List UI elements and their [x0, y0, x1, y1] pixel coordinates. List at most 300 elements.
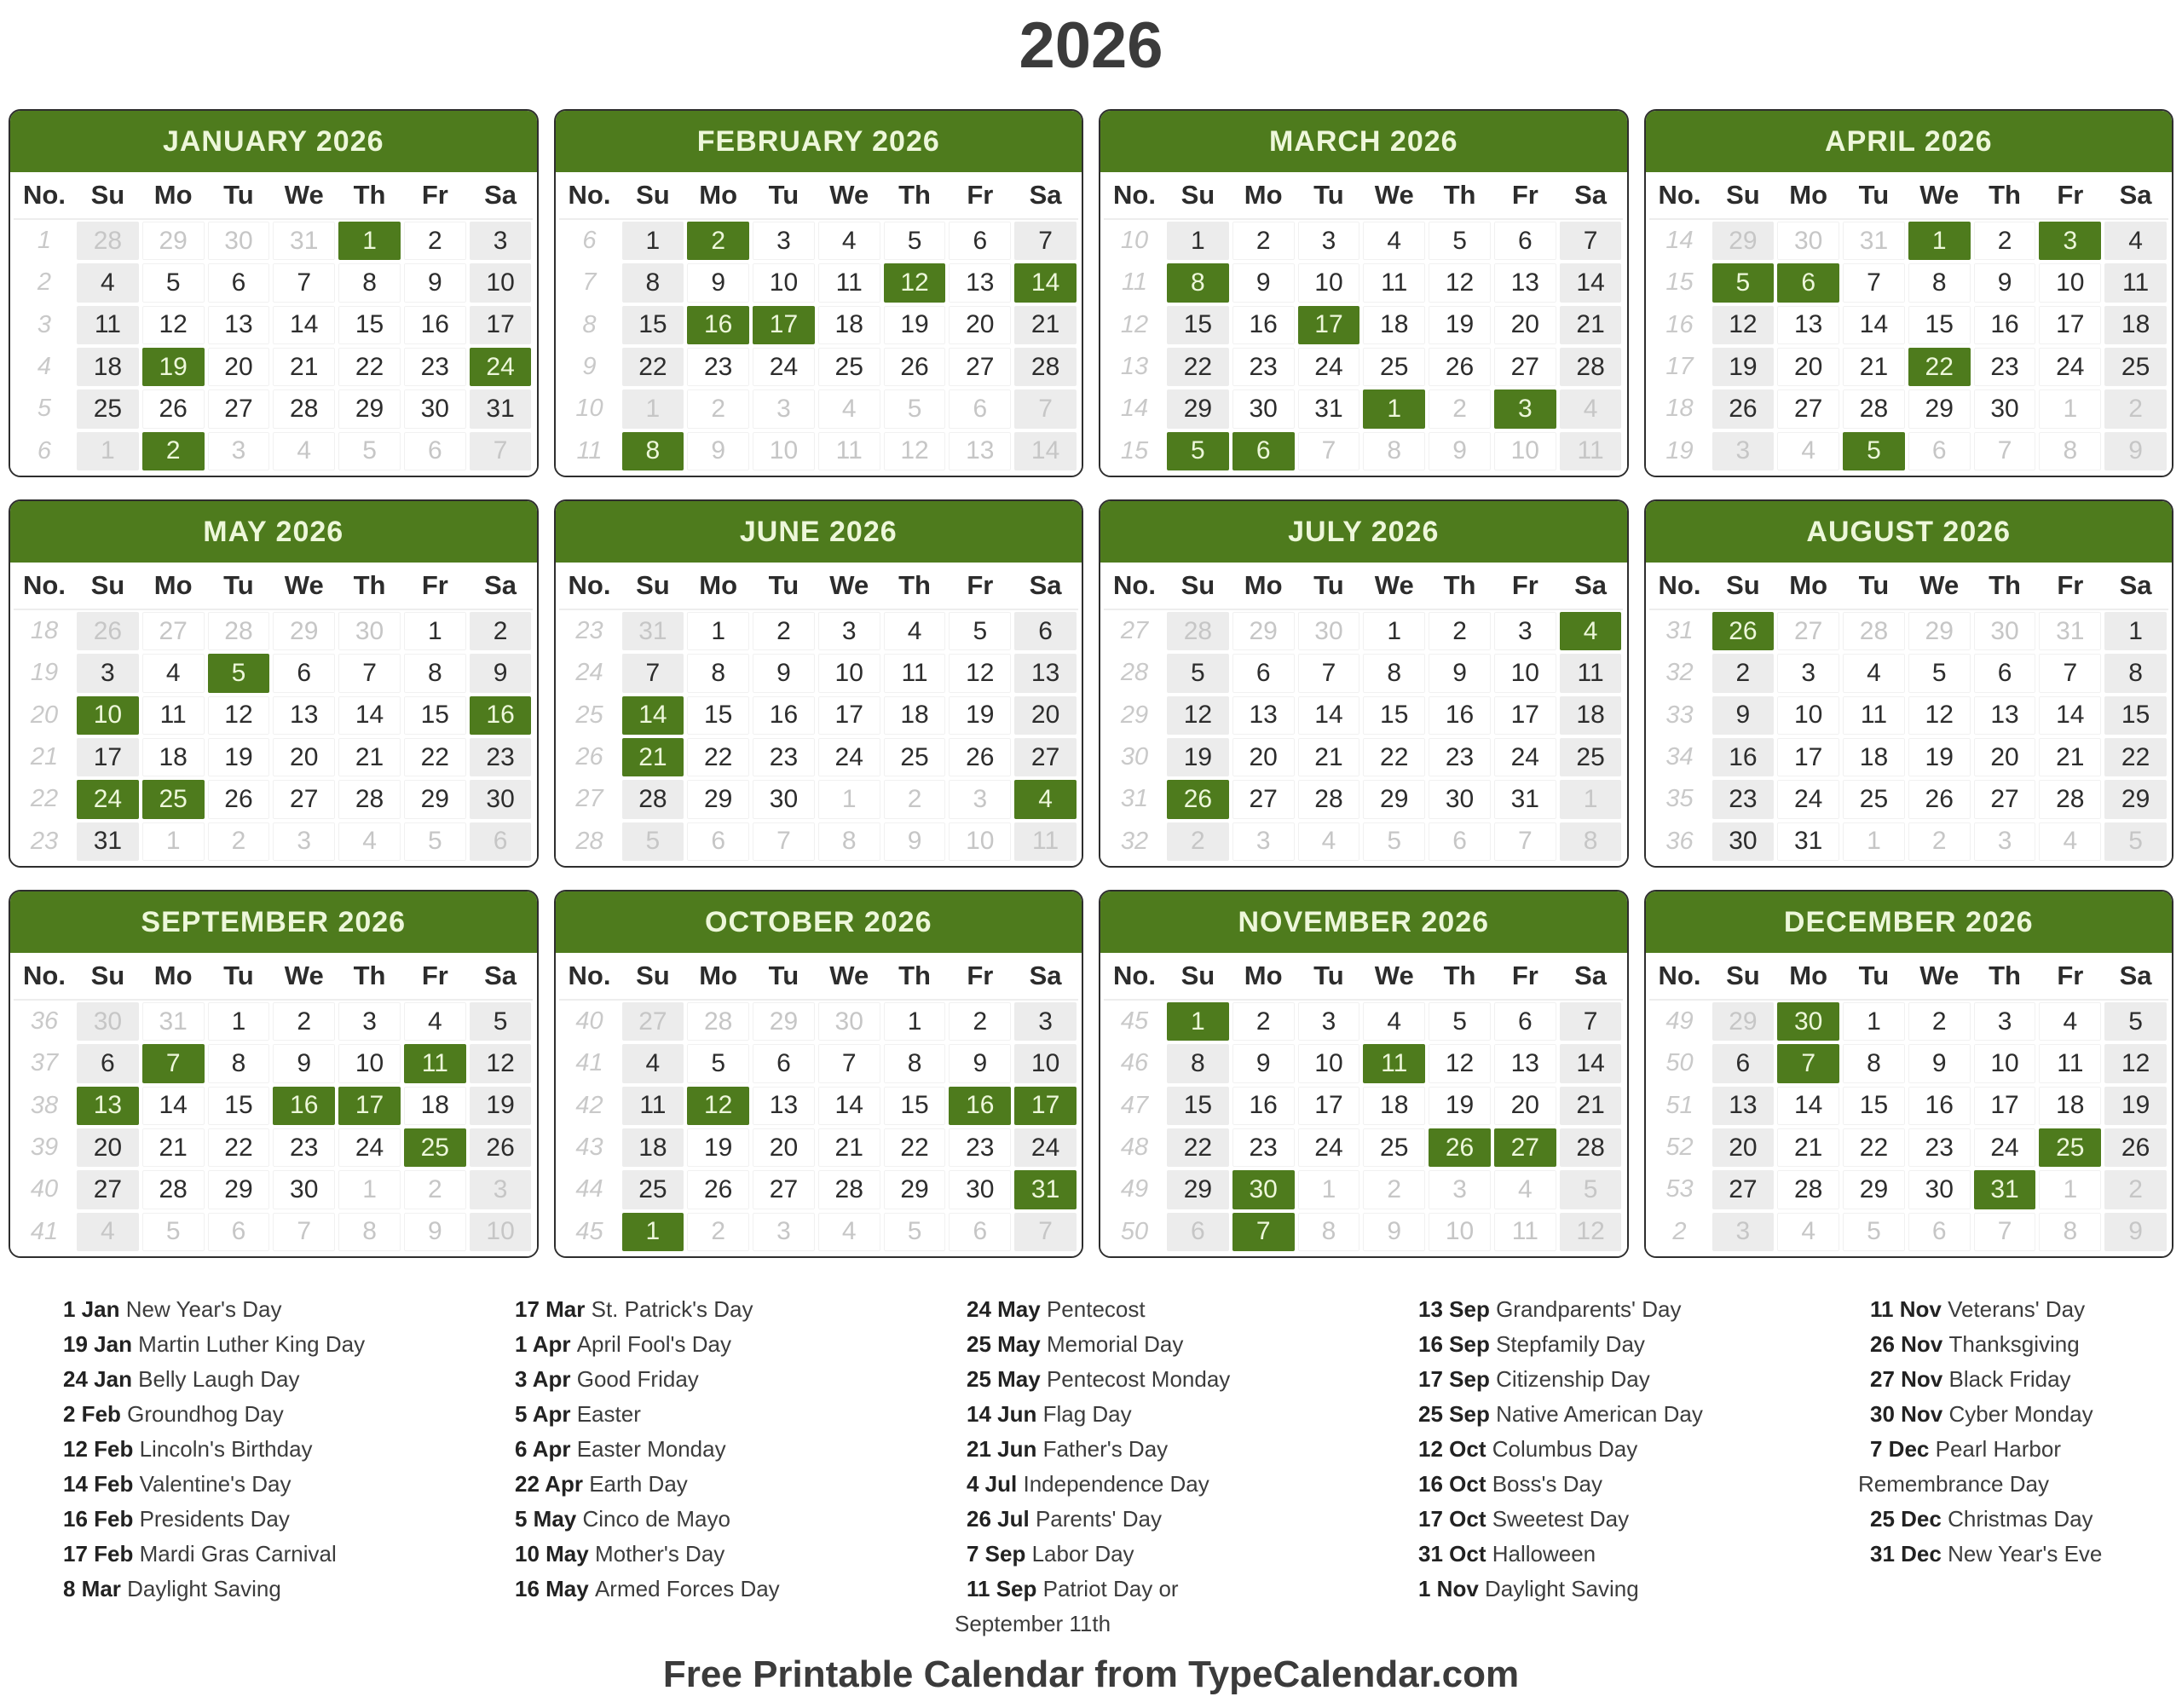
day-cell: 1 — [621, 220, 686, 262]
day-cell: 12 — [1165, 695, 1231, 736]
day-cell: 11 — [1558, 652, 1624, 694]
day-cell: 10 — [1013, 1042, 1078, 1084]
day-of-week-header: Th — [882, 563, 948, 610]
day-cell: 3 — [1972, 821, 2038, 863]
day-cell: 21 — [337, 736, 402, 778]
day-cell: 28 — [1165, 610, 1231, 652]
day-cell: 27 — [1231, 778, 1296, 820]
day-cell: 30 — [1711, 821, 1776, 863]
months-grid — [0, 109, 2182, 1258]
holiday-column — [503, 1292, 955, 1642]
day-cell: 29 — [751, 1001, 817, 1042]
day-cell: 17 — [1492, 695, 1558, 736]
day-of-week-header: Mo — [685, 563, 751, 610]
day-of-week-header: Mo — [141, 953, 206, 1001]
day-of-week-header: We — [1361, 953, 1427, 1001]
day-cell: 11 — [621, 1085, 686, 1127]
day-cell: 23 — [271, 1127, 337, 1168]
day-cell: 19 — [468, 1085, 534, 1127]
holiday-date: 3 Apr — [515, 1366, 577, 1392]
day-cell: 18 — [1361, 304, 1427, 346]
day-cell: 28 — [271, 388, 337, 430]
holiday-date: 12 Oct — [1418, 1436, 1492, 1462]
day-cell: 8 — [2103, 652, 2168, 694]
day-cell: 5 — [141, 1211, 206, 1253]
day-cell: 23 — [1427, 736, 1492, 778]
week-number: 6 — [559, 220, 621, 262]
day-cell-holiday: 16 — [271, 1085, 337, 1127]
day-cell: 30 — [271, 1168, 337, 1210]
day-cell: 2 — [1361, 1168, 1427, 1210]
day-cell: 7 — [1841, 262, 1907, 303]
day-cell: 20 — [751, 1127, 817, 1168]
week-number: 39 — [14, 1127, 75, 1168]
day-of-week-header: Mo — [685, 953, 751, 1001]
holiday-date: 19 Jan — [63, 1331, 139, 1357]
day-cell: 26 — [947, 736, 1013, 778]
day-cell: 15 — [402, 695, 468, 736]
day-cell-holiday: 31 — [1972, 1168, 2038, 1210]
day-of-week-header: Fr — [402, 172, 468, 220]
day-of-week-header: Sa — [1558, 172, 1624, 220]
day-of-week-header: Mo — [1775, 172, 1841, 220]
day-cell-holiday: 26 — [1711, 610, 1776, 652]
week-number: 47 — [1104, 1085, 1165, 1127]
day-of-week-header: Th — [337, 563, 402, 610]
day-cell: 29 — [1907, 610, 1972, 652]
day-cell: 10 — [751, 430, 817, 472]
holiday-item: 31 Oct Halloween — [1418, 1541, 1596, 1567]
month-grid — [1100, 172, 1627, 476]
day-cell: 10 — [1296, 262, 1362, 303]
day-cell: 3 — [271, 821, 337, 863]
week-number: 34 — [1649, 736, 1711, 778]
day-cell: 23 — [1972, 346, 2038, 388]
holiday-date: 30 Nov — [1870, 1401, 1949, 1427]
day-cell: 7 — [621, 652, 686, 694]
day-cell: 22 — [402, 736, 468, 778]
day-cell: 3 — [751, 388, 817, 430]
holiday-item: 19 Jan Martin Luther King Day — [63, 1331, 366, 1357]
day-cell: 25 — [1361, 1127, 1427, 1168]
week-number: 29 — [1104, 695, 1165, 736]
day-cell: 30 — [1231, 388, 1296, 430]
day-cell: 28 — [1296, 778, 1362, 820]
day-cell: 10 — [1775, 695, 1841, 736]
month-grid — [556, 953, 1082, 1256]
day-cell: 6 — [1972, 652, 2038, 694]
day-cell: 31 — [1296, 388, 1362, 430]
holiday-item: 24 May Pentecost — [967, 1296, 1146, 1322]
day-cell-holiday: 17 — [1013, 1085, 1078, 1127]
day-cell-holiday: 6 — [1231, 430, 1296, 472]
day-cell: 7 — [1972, 430, 2038, 472]
day-cell: 11 — [2103, 262, 2168, 303]
day-of-week-header: Tu — [751, 953, 817, 1001]
holiday-item: 1 Nov Daylight Saving — [1418, 1576, 1639, 1601]
day-cell: 16 — [1231, 304, 1296, 346]
day-cell-holiday: 17 — [337, 1085, 402, 1127]
footer-credit: Free Printable Calendar from TypeCalendar.com — [662, 1653, 1520, 1695]
holiday-item: 8 Mar Daylight Saving — [63, 1576, 281, 1601]
day-of-week-header: Fr — [947, 172, 1013, 220]
day-cell: 22 — [206, 1127, 272, 1168]
day-cell: 5 — [882, 388, 948, 430]
day-cell: 4 — [817, 388, 882, 430]
week-number: 40 — [559, 1001, 621, 1042]
month-title: JULY 2026 — [1100, 501, 1627, 563]
day-of-week-header: Mo — [141, 563, 206, 610]
day-cell: 21 — [1296, 736, 1362, 778]
day-cell: 1 — [621, 388, 686, 430]
holiday-date: 16 Sep — [1418, 1331, 1497, 1357]
day-cell: 9 — [1427, 652, 1492, 694]
day-cell: 4 — [2037, 1001, 2103, 1042]
month-title: JUNE 2026 — [556, 501, 1082, 563]
day-of-week-header: Th — [882, 172, 948, 220]
day-cell-holiday: 17 — [751, 304, 817, 346]
day-cell: 30 — [206, 220, 272, 262]
day-cell: 29 — [2103, 778, 2168, 820]
month-grid — [556, 563, 1082, 866]
day-cell-holiday: 13 — [75, 1085, 141, 1127]
day-cell: 7 — [1972, 1211, 2038, 1253]
week-number-header: No. — [14, 953, 75, 1001]
month-card-october — [554, 890, 1084, 1258]
day-cell-holiday: 1 — [621, 1211, 686, 1253]
week-number: 37 — [14, 1042, 75, 1084]
holiday-item: 21 Jun Father's Day — [967, 1436, 1169, 1462]
day-cell: 8 — [1361, 430, 1427, 472]
week-number: 32 — [1104, 821, 1165, 863]
day-cell: 31 — [621, 610, 686, 652]
holiday-item: 17 Oct Sweetest Day — [1418, 1506, 1630, 1532]
day-cell: 7 — [337, 652, 402, 694]
day-of-week-header: Th — [882, 953, 948, 1001]
day-cell: 31 — [141, 1001, 206, 1042]
holiday-item: 16 Oct Boss's Day — [1418, 1471, 1602, 1497]
day-of-week-header: Th — [337, 953, 402, 1001]
day-cell: 24 — [1972, 1127, 2038, 1168]
holiday-date: 17 Mar — [515, 1296, 592, 1322]
day-cell: 13 — [1013, 652, 1078, 694]
week-number: 13 — [1104, 346, 1165, 388]
holiday-item: 7 Dec Pearl Harbor Remembrance Day — [1858, 1436, 2062, 1497]
day-cell: 4 — [1361, 1001, 1427, 1042]
week-number: 52 — [1649, 1127, 1711, 1168]
day-cell: 10 — [468, 1211, 534, 1253]
day-cell: 1 — [1296, 1168, 1362, 1210]
day-of-week-header: Mo — [1231, 172, 1296, 220]
day-cell: 4 — [2103, 220, 2168, 262]
day-cell: 7 — [817, 1042, 882, 1084]
day-cell: 26 — [1907, 778, 1972, 820]
day-cell: 20 — [1492, 304, 1558, 346]
day-cell: 6 — [468, 821, 534, 863]
day-cell: 8 — [1907, 262, 1972, 303]
day-cell: 21 — [1013, 304, 1078, 346]
day-cell: 1 — [1361, 610, 1427, 652]
holiday-item: 7 Sep Labor Day — [967, 1541, 1134, 1567]
day-of-week-header: We — [1361, 172, 1427, 220]
week-number-header: No. — [14, 563, 75, 610]
day-cell: 5 — [882, 220, 948, 262]
day-cell: 18 — [1558, 695, 1624, 736]
day-cell: 9 — [882, 821, 948, 863]
day-cell: 27 — [1775, 610, 1841, 652]
week-number: 23 — [559, 610, 621, 652]
day-cell-holiday: 3 — [1492, 388, 1558, 430]
day-cell: 29 — [882, 1168, 948, 1210]
day-cell: 5 — [1361, 821, 1427, 863]
holiday-date: 11 Nov — [1870, 1296, 1948, 1322]
day-cell: 9 — [1907, 1042, 1972, 1084]
week-number: 18 — [1649, 388, 1711, 430]
day-of-week-header: Tu — [1296, 953, 1362, 1001]
day-cell: 6 — [75, 1042, 141, 1084]
day-cell: 26 — [1427, 346, 1492, 388]
holiday-item: 30 Nov Cyber Monday — [1870, 1401, 2093, 1427]
week-number: 7 — [559, 262, 621, 303]
holiday-date: 14 Feb — [63, 1471, 140, 1497]
day-cell-holiday: 19 — [141, 346, 206, 388]
day-of-week-header: Tu — [1841, 953, 1907, 1001]
day-cell: 24 — [1492, 736, 1558, 778]
month-grid — [1100, 953, 1627, 1256]
holiday-date: 2 Feb — [63, 1401, 128, 1427]
day-cell: 9 — [402, 262, 468, 303]
day-of-week-header: Mo — [1775, 563, 1841, 610]
day-cell: 3 — [1711, 1211, 1776, 1253]
day-cell: 13 — [1972, 695, 2038, 736]
day-of-week-header: Su — [75, 953, 141, 1001]
day-cell: 9 — [1711, 695, 1776, 736]
month-card-may — [9, 499, 539, 868]
day-cell: 22 — [882, 1127, 948, 1168]
month-card-august — [1644, 499, 2174, 868]
day-cell: 5 — [337, 430, 402, 472]
day-cell: 4 — [1296, 821, 1362, 863]
day-cell: 4 — [1558, 388, 1624, 430]
day-cell: 9 — [1427, 430, 1492, 472]
day-cell: 6 — [402, 430, 468, 472]
day-cell: 27 — [751, 1168, 817, 1210]
week-number: 3 — [14, 304, 75, 346]
day-cell: 9 — [685, 430, 751, 472]
day-cell: 29 — [206, 1168, 272, 1210]
day-cell: 22 — [337, 346, 402, 388]
day-cell: 6 — [1492, 220, 1558, 262]
day-of-week-header: Sa — [1013, 953, 1078, 1001]
week-number: 23 — [14, 821, 75, 863]
day-cell: 3 — [1775, 652, 1841, 694]
day-cell: 29 — [1711, 1001, 1776, 1042]
day-cell: 2 — [206, 821, 272, 863]
day-cell: 4 — [621, 1042, 686, 1084]
day-cell: 6 — [1013, 610, 1078, 652]
day-cell-holiday: 22 — [1907, 346, 1972, 388]
day-cell: 10 — [1972, 1042, 2038, 1084]
day-cell: 7 — [1296, 430, 1362, 472]
day-of-week-header: Fr — [2037, 953, 2103, 1001]
day-cell: 3 — [468, 220, 534, 262]
day-cell: 14 — [1558, 262, 1624, 303]
day-of-week-header: Tu — [206, 563, 272, 610]
day-cell: 5 — [1841, 1211, 1907, 1253]
holiday-item: 26 Nov Thanksgiving — [1870, 1331, 2080, 1357]
day-cell: 20 — [75, 1127, 141, 1168]
holiday-date: 14 Jun — [967, 1401, 1043, 1427]
day-cell: 9 — [468, 652, 534, 694]
holiday-item: 2 Feb Groundhog Day — [63, 1401, 284, 1427]
month-grid — [1100, 563, 1627, 866]
holiday-item: 10 May Mother's Day — [515, 1541, 725, 1567]
day-cell: 27 — [206, 388, 272, 430]
day-cell: 7 — [271, 1211, 337, 1253]
day-cell: 18 — [882, 695, 948, 736]
day-cell: 29 — [1165, 1168, 1231, 1210]
day-cell: 29 — [402, 778, 468, 820]
day-cell-holiday: 2 — [141, 430, 206, 472]
day-cell: 2 — [402, 1168, 468, 1210]
day-cell: 17 — [75, 736, 141, 778]
day-cell: 3 — [1013, 1001, 1078, 1042]
day-cell: 13 — [947, 430, 1013, 472]
day-cell-holiday: 5 — [1711, 262, 1776, 303]
day-cell: 2 — [1231, 220, 1296, 262]
day-cell: 20 — [1013, 695, 1078, 736]
day-cell: 20 — [271, 736, 337, 778]
week-number: 44 — [559, 1168, 621, 1210]
week-number: 38 — [14, 1085, 75, 1127]
day-cell: 12 — [1711, 304, 1776, 346]
day-cell: 25 — [75, 388, 141, 430]
holiday-date: 5 May — [515, 1506, 583, 1532]
week-number: 50 — [1104, 1211, 1165, 1253]
day-cell: 25 — [1841, 778, 1907, 820]
day-cell: 19 — [2103, 1085, 2168, 1127]
day-cell: 11 — [1361, 262, 1427, 303]
day-of-week-header: Sa — [1013, 172, 1078, 220]
day-cell: 28 — [141, 1168, 206, 1210]
day-of-week-header: Su — [75, 563, 141, 610]
day-cell: 4 — [75, 1211, 141, 1253]
day-cell: 5 — [621, 821, 686, 863]
day-of-week-header: Su — [621, 953, 686, 1001]
day-cell-holiday: 17 — [1296, 304, 1362, 346]
day-of-week-header: We — [1907, 953, 1972, 1001]
day-cell-holiday: 4 — [1558, 610, 1624, 652]
day-cell: 28 — [337, 778, 402, 820]
day-of-week-header: Su — [75, 172, 141, 220]
day-cell: 1 — [337, 1168, 402, 1210]
holiday-item: 5 Apr Easter — [515, 1401, 641, 1427]
month-grid — [556, 172, 1082, 476]
day-cell: 15 — [1165, 1085, 1231, 1127]
holiday-date: 26 Jul — [967, 1506, 1036, 1532]
day-cell-holiday: 30 — [1231, 1168, 1296, 1210]
day-of-week-header: Fr — [2037, 172, 2103, 220]
holiday-date: 1 Jan — [63, 1296, 126, 1322]
day-cell: 13 — [271, 695, 337, 736]
holiday-date: 24 May — [967, 1296, 1047, 1322]
holiday-date: 1 Nov — [1418, 1576, 1486, 1601]
day-of-week-header: Su — [621, 563, 686, 610]
day-cell: 14 — [1558, 1042, 1624, 1084]
holiday-date: 7 Sep — [967, 1541, 1032, 1567]
holiday-date: 4 Jul — [967, 1471, 1024, 1497]
day-cell: 7 — [1492, 821, 1558, 863]
week-number: 41 — [14, 1211, 75, 1253]
holiday-list — [0, 1258, 2182, 1642]
day-cell-holiday: 12 — [685, 1085, 751, 1127]
holiday-date: 21 Jun — [967, 1436, 1043, 1462]
day-cell: 11 — [1013, 821, 1078, 863]
day-cell: 14 — [1841, 304, 1907, 346]
day-cell: 28 — [1558, 1127, 1624, 1168]
holiday-item: 31 Dec New Year's Eve — [1870, 1541, 2103, 1567]
day-cell: 9 — [947, 1042, 1013, 1084]
day-cell: 7 — [271, 262, 337, 303]
day-cell: 7 — [1558, 1001, 1624, 1042]
week-number-header: No. — [1104, 953, 1165, 1001]
holiday-item: 16 Sep Stepfamily Day — [1418, 1331, 1645, 1357]
week-number: 48 — [1104, 1127, 1165, 1168]
day-cell-holiday: 11 — [402, 1042, 468, 1084]
day-cell: 26 — [75, 610, 141, 652]
day-cell-holiday: 5 — [206, 652, 272, 694]
day-of-week-header: Su — [1165, 172, 1231, 220]
holiday-item: 1 Apr April Fool's Day — [515, 1331, 731, 1357]
week-number: 50 — [1649, 1042, 1711, 1084]
week-number-header: No. — [1649, 172, 1711, 220]
day-cell-holiday: 1 — [1907, 220, 1972, 262]
week-number: 12 — [1104, 304, 1165, 346]
day-cell: 30 — [468, 778, 534, 820]
day-cell: 22 — [1165, 1127, 1231, 1168]
day-of-week-header: Tu — [751, 172, 817, 220]
day-cell: 21 — [1558, 1085, 1624, 1127]
day-cell-holiday: 14 — [1013, 262, 1078, 303]
day-cell: 31 — [2037, 610, 2103, 652]
day-cell: 1 — [402, 610, 468, 652]
week-number: 31 — [1649, 610, 1711, 652]
day-of-week-header: Sa — [1013, 563, 1078, 610]
day-cell: 21 — [141, 1127, 206, 1168]
day-cell: 13 — [1775, 304, 1841, 346]
holiday-date: 17 Sep — [1418, 1366, 1497, 1392]
week-number: 15 — [1649, 262, 1711, 303]
day-cell: 21 — [817, 1127, 882, 1168]
day-cell: 2 — [2103, 388, 2168, 430]
day-cell: 4 — [75, 262, 141, 303]
day-cell: 10 — [1427, 1211, 1492, 1253]
day-cell: 13 — [751, 1085, 817, 1127]
day-cell: 1 — [685, 610, 751, 652]
holiday-date: 17 Feb — [63, 1541, 140, 1567]
day-cell-holiday: 16 — [947, 1085, 1013, 1127]
holiday-date: 26 Nov — [1870, 1331, 1949, 1357]
day-cell: 9 — [751, 652, 817, 694]
day-cell: 27 — [1775, 388, 1841, 430]
day-cell: 24 — [1296, 1127, 1362, 1168]
day-cell-holiday: 25 — [2037, 1127, 2103, 1168]
week-number: 42 — [559, 1085, 621, 1127]
day-cell: 18 — [1361, 1085, 1427, 1127]
day-cell: 1 — [817, 778, 882, 820]
holiday-item: 3 Apr Good Friday — [515, 1366, 699, 1392]
day-cell: 1 — [141, 821, 206, 863]
